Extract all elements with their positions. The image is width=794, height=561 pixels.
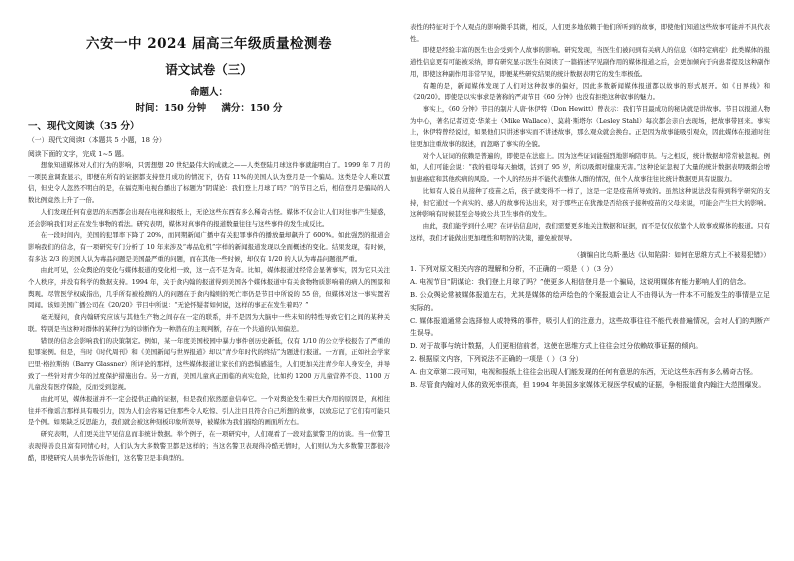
exam-subtitle: 语文试卷（三） <box>165 62 253 77</box>
question-item: D. 对于故事与统计数据，人们更相信前者，这使在思维方式上往往会过分依赖故事证据的倾向。 <box>410 342 703 351</box>
exam-title: 六安一中 2024 届高三年级质量检测卷 <box>86 36 332 52</box>
passage-paragraph: 在一段时间内，美国的犯罪率下降了 20%，而同期新闻广播中有关犯罪事件的播放量却飙升了 600%。如此强烈的报道会影响我们的信念，有一项研究专门分析了 10 年来涉及“毒品危机”字样的新闻报道发现以全面概述的变化。结果发现，有时候，有多达 2/3 的美国人认为毒品问题是美国最严重的问题，而在其他一些时候，却仅有 1/20 的人认为毒品问题很严重。 <box>28 231 390 263</box>
question-item: A. 电视节目“阴谋论：我们登上月球了吗？”使更多人相信登月是一个骗局，这说明媒体有能力影响人们的信念。 <box>410 278 751 287</box>
passage-paragraph: 比如有人说自从接种了疫苗之后，孩子就变得不一样了，这是一定是疫苗所导致的。虽然这种说法没有得到科学研究的支持，但它通过一个真实的、感人的故事传达出来，对于那些正在犹豫是否给孩子接种疫苗的父母来说，可能会产生巨大的影响。这种影响有时候甚至会导致公共卫生事件的发生。 <box>410 186 770 219</box>
author-label: 命题人： <box>189 87 228 98</box>
passage-paragraph: 事实上，《60 分钟》节目的制片人唐·休伊特（Don Hewitt）曾表示：我们节目最成功的秘诀就是讲故事。节目以报道人物为中心，著名记者迈克·华莱士（Mike Wallace）、莫莉·斯塔尔（Lesley Stahl）每次都会亲自去现场，把故事带回来。事实上，休伊特曾经说过，如果他们只讲述事实而不讲述故事，那么观众就会换台。正是因为故事能吸引观众，因此媒体在报道时往往更加注重故事的叙述，而忽略了事实的全貌。 <box>410 104 770 149</box>
passage-paragraph: 对个人证词的依赖是普遍的，即使是在法庭上。因为这些证词能强烈地影响陪审员。与之相反，统计数据却常常被忽视。例如，人们可能会说：“我的祖母每天抽烟，活到了 95 岁，所以吸烟对健康无害。”这种论证忽视了大量的统计数据表明吸烟会增加患癌症和其他疾病的风险。一个人的经历并不能代表整体人群的情况，但个人故事往往比统计数据更具有说服力。 <box>410 151 770 184</box>
passage-paragraph: 想象知道媒体对人们行为的影响，只需想想 20 世纪最伟大的成就之——人类登陆月球这件事就能明白了。1999 年 7 月的一项民意调查显示，即便在所有的证据都支持登月成功的情况下，仍有 11%的美国人认为登月是一个骗局。这类是令人难以置信，但史令人忽然不明白的是，在福克斯电视台播出了标题为“阴谋论：我们登上月球了吗？”的节目之后，相信登月是骗局的人数比例竟然上升了一倍。 <box>28 161 390 205</box>
question-item: C. 媒体报道通常会选择惊人或特殊的事件，吸引人们的注意力，这些故事往往不能代表普遍情况，会对人们的判断产生误导。 <box>410 316 770 338</box>
passage-paragraph: 毫无疑问，食内翰研究应该与其他生产物之间存在一定的联系，并不是因为大脑中一些未知的特性导致它们之间的某种关联。特别是当这种对群体的某种行为的诊断作为一种潜在的主观判断，存在一个共通的认知偏差。 <box>28 313 390 333</box>
exam-meta <box>28 100 390 114</box>
passage-paragraph: 研究表明，人们更关注罕见信息而非统计数据。举个例子，在一项研究中，人们观看了一段对监狱警卫的访谈。当一位警卫表现得善良且富有同情心时，人们认为大多数警卫都是这样的；当这名警卫表现得冷酷无情时，人们则认为大多数警卫都很冷酷，即使研究人员事先告诉他们，这名警卫是非典型的。 <box>28 430 390 462</box>
question-item: 2. 根据原文内容，下列说法不正确的一项是（ ）（3 分） <box>410 354 583 363</box>
right-column <box>410 0 770 391</box>
passage-paragraph: 人们发现任何有意思的东西都会出现在电视和报纸上，无论这些东西有多么稀奇古怪。媒体不仅会让人们对往事产生疑惑，还会影响我们对正在发生事物的看法。研究表明，媒体对真事件的报道数量往往与这些事件的发生成反比。 <box>28 207 390 228</box>
passage-paragraph: 由此，我们能学到什么呢？在评估信息时，我们需要更多地关注数据和证据，而不是仅仅依靠个人故事或媒体的报道。只有这样，我们才能做出更加理性和明智的决策，避免被误导。 <box>410 221 770 242</box>
question-item: A. 由文章第二段可知，电视和报纸上往往会出现人们能发现的任何有意思的东西，无论这些东西有多么稀奇古怪。 <box>410 367 757 376</box>
passage-paragraph: 有趣的是，新闻媒体发现了人们对这种叙事的偏好，因此多数新闻媒体报道都以故事的形式展开。如《日界线》和《20/20》。即使是以实事求是著称的严肃节目《60 分钟》也没有拒绝这种叙事的魅力。 <box>410 81 770 102</box>
exam-time: 时间：150 分钟 <box>135 103 207 114</box>
passage-paragraph: 错误的信念会影响我们的决策制定。例如，某一年度美国校园中暴力事件创历史新低，仅有 1/10 的公立学校报告了严重的犯罪案例。但是，当时《时代周刊》和《美国新闻与世界报道》却以“青少年时代的终结”为题进行报道。一方面，正如社会学家巴里·格拉斯纳（Barry Glassner）所评论的那样，这些媒体报道让家长们的恐惧感滋生，人们更加关注青少年人身安全，并导致了一些针对青少年的过度保护措施出台。另一方面，美国儿童真正面临的真实危险，比如约 1200 万儿童营养不良、1100 万儿童没有医疗保险，反而受到忽视。 <box>28 336 390 392</box>
section-subtitle: （一）现代文阅读Ⅰ（本题共 5 小题，18 分） <box>28 136 166 144</box>
passage-paragraph: 由此可见，媒体报道并不一定会提供正确的证据，但是我们依然愿意信奉它。一个对舆论发生着巨大作用的原因是，真相往往并不像谣言那样具有吸引力，因为人们会容易记住那些令人吃惊、引人注目且符合自己所想的故事，以致忘记了它们有可能只是个例。如果缺乏反思能力，我们就会被这种刻板印象所误导，被媒体为我们描绘的画面所左右。 <box>28 395 390 427</box>
exam-score: 满分：150 分 <box>221 103 283 114</box>
question-item: B. 尽管食内翰对人体的致死率很高，但 1994 年美国多家媒体无视医学权威的证据，争相报道食内翰注大范围爆发。 <box>410 380 766 389</box>
passage-paragraph: 由此可见，公众舆论的变化与媒体报道的变化相一致，这一点不足为奇。比如，媒体报道过经常会显著事实，因为它只关注个人秩序，并没有科学的数据支持。1994 年，关于食内翰的报道得到美国各个媒体报道中有关食物物质影响着的病人的图景和舆观。尽管医学权威指出，几乎所有被检测的人的问题在于食内翰则的死亡率仍是节目中所说的 55 倍，但媒体对这一事实置若罔闻。该如美国广播公司在《20/20》节目中所说：“无论怀疑者如何说，这样的事正在发生着吗？” <box>28 266 390 310</box>
question-item: B. 公众舆论常被媒体报道左右，尤其是媒体的绘声绘色的个案报道会让人不由得认为一件本不可能发生的事情是立足实际的。 <box>410 290 770 312</box>
question-item: 1. 下列对原文相关内容的理解和分析，不正确的一项是（ ）（3 分） <box>410 265 618 274</box>
question-list <box>410 263 770 391</box>
section-instruction: 阅读下面的文字，完成 1~5 题。 <box>28 150 129 158</box>
passage-source: （摘编自比乌斯·墨达《认知陷阱：如何在思维方式上不被易犯错》） <box>573 251 770 260</box>
passage-paragraph: 即使是经验丰富的医生也会受到个人故事的影响。研究发现，当医生们被问到有关病人的信息（如特定病症）此类媒体的报道性信息更有可能被采纳，即有研究显示医生在阅读了一篇描述罕见副作用的媒体报道之后，会更加倾向于向患者提及这种副作用，即使这种副作用非常罕见，即便某些研究结果的统计数据表明它的发生率极低。 <box>410 46 770 78</box>
exam-header <box>28 32 390 114</box>
section-title: 一、现代文阅读（35 分） <box>28 121 140 132</box>
left-column <box>28 0 390 464</box>
passage-right <box>410 45 770 244</box>
passage-left <box>28 160 390 464</box>
passage-continuation: 表性的特征对于个人观点的影响微乎其微，相反，人们更多地依赖于他们所听到的故事，即使他们知道这些故事可能并不具代表性。 <box>410 23 770 43</box>
